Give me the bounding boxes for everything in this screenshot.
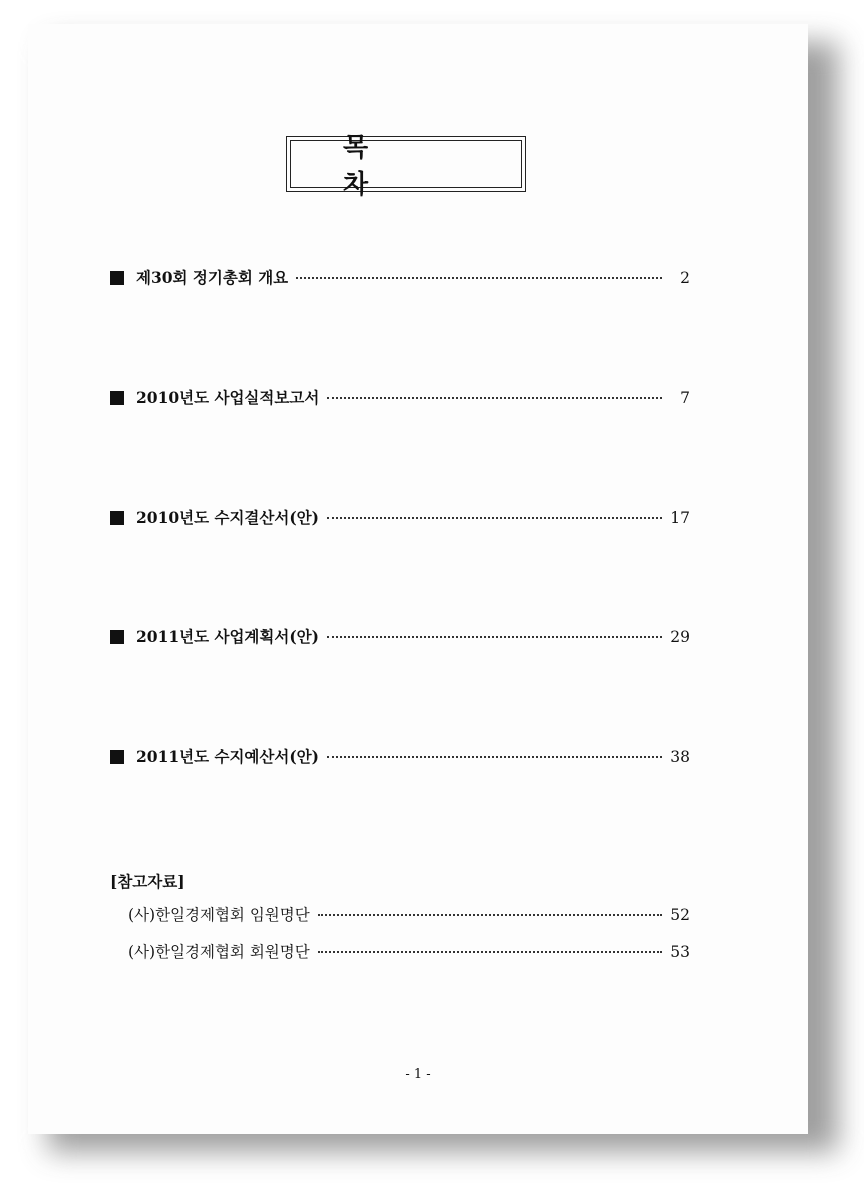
square-bullet-icon bbox=[110, 750, 124, 764]
dotted-leader bbox=[327, 397, 662, 399]
toc-entry-page: 2 bbox=[680, 269, 690, 287]
reference-entry[interactable] bbox=[128, 941, 690, 963]
toc-entry-page: 38 bbox=[670, 748, 690, 766]
reference-entry-label: (사)한일경제협회 회원명단 bbox=[128, 943, 310, 961]
toc-entry-page: 17 bbox=[670, 509, 690, 527]
dotted-leader bbox=[327, 756, 662, 758]
dotted-leader bbox=[327, 517, 662, 519]
toc-entry-label: 2011년도 수지예산서(안) bbox=[136, 747, 319, 766]
reference-entry-page: 52 bbox=[670, 906, 690, 924]
toc-entry-page: 7 bbox=[680, 389, 690, 407]
dotted-leader bbox=[318, 951, 662, 953]
toc-entry-label: 2010년도 수지결산서(안) bbox=[136, 508, 319, 527]
toc-entry-label: 제30회 정기총회 개요 bbox=[136, 268, 289, 287]
dotted-leader bbox=[296, 277, 662, 279]
dotted-leader bbox=[318, 914, 662, 916]
dotted-leader bbox=[327, 636, 662, 638]
reference-entry-page: 53 bbox=[670, 943, 690, 961]
page-title: 목 차 bbox=[290, 140, 522, 188]
toc-entry-page: 29 bbox=[670, 628, 690, 646]
toc-entry[interactable] bbox=[110, 387, 690, 409]
square-bullet-icon bbox=[110, 511, 124, 525]
square-bullet-icon bbox=[110, 391, 124, 405]
title-box bbox=[286, 133, 526, 200]
toc-entry[interactable] bbox=[110, 626, 690, 648]
toc-entry[interactable] bbox=[110, 507, 690, 529]
toc-entry-label: 2011년도 사업계획서(안) bbox=[136, 627, 319, 646]
reference-entry-label: (사)한일경제협회 임원명단 bbox=[128, 906, 310, 924]
square-bullet-icon bbox=[110, 630, 124, 644]
toc-entry[interactable] bbox=[110, 746, 690, 768]
reference-entry[interactable] bbox=[128, 904, 690, 926]
square-bullet-icon bbox=[110, 271, 124, 285]
reference-heading: [참고자료] bbox=[110, 872, 185, 891]
toc-entry-label: 2010년도 사업실적보고서 bbox=[136, 388, 320, 407]
document-page bbox=[28, 24, 808, 1134]
page-number: - 1 - bbox=[405, 1067, 431, 1082]
toc-entry[interactable] bbox=[110, 267, 690, 289]
